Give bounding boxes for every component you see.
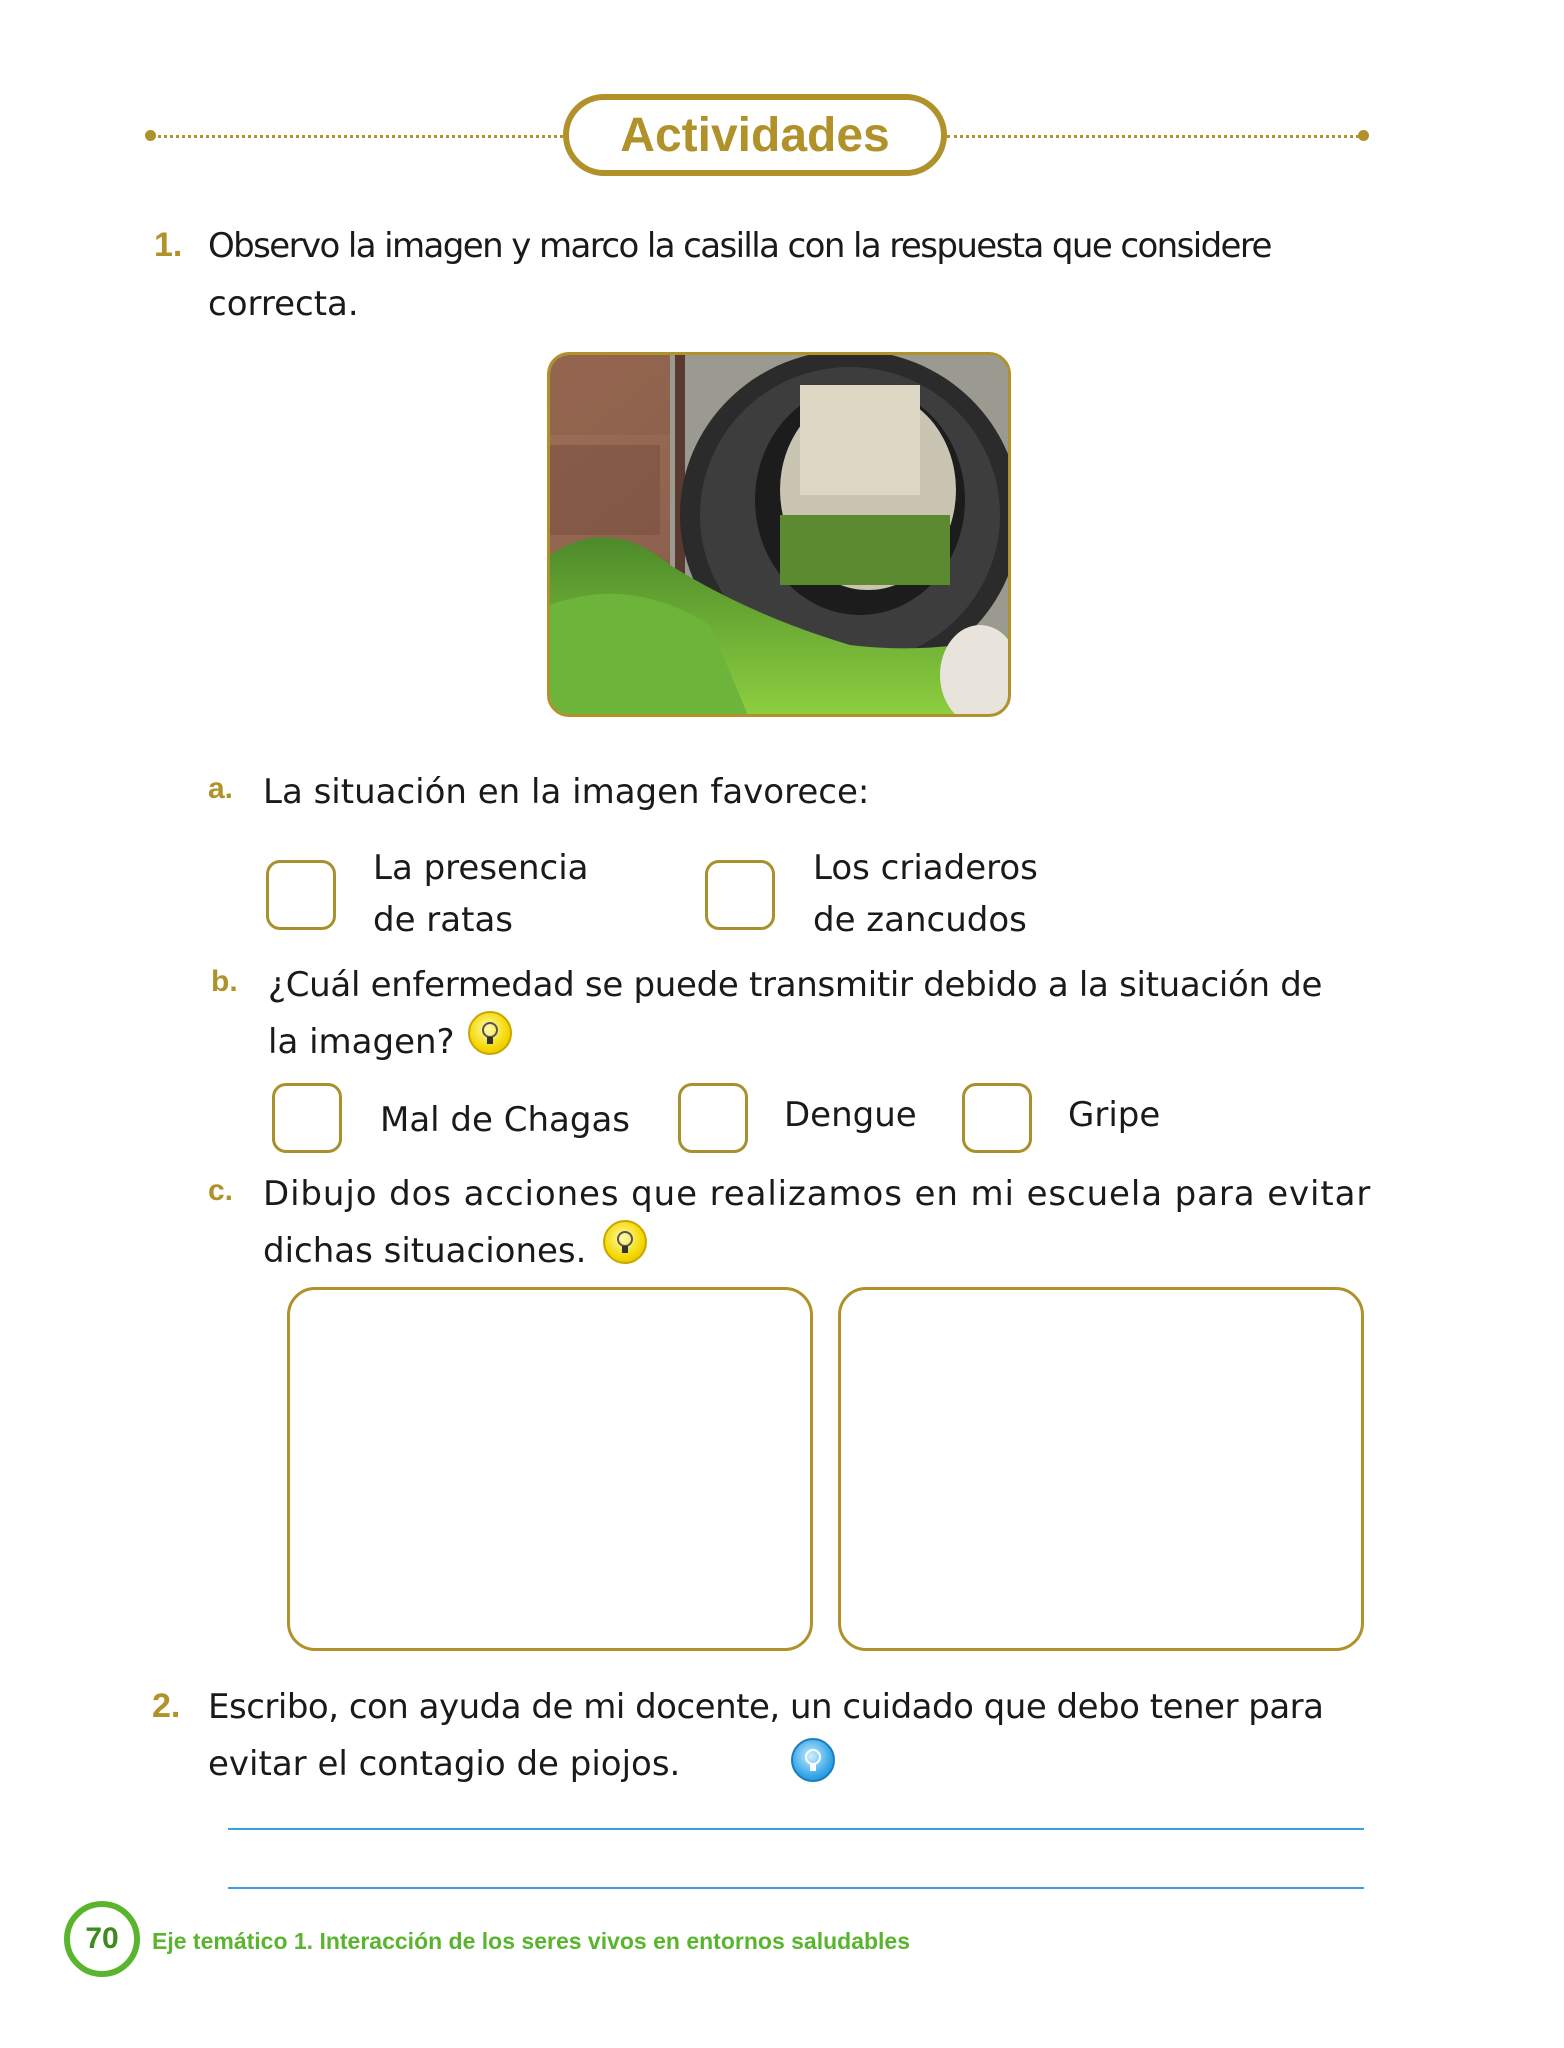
option-dengue: Dengue (784, 1095, 917, 1135)
footer-theme-text: Eje temático 1. Interacción de los seres vivos en entornos saludables (152, 1928, 911, 1954)
item-c-letter: c. (208, 1174, 234, 1207)
section-title: Actividades (620, 108, 890, 162)
tire-in-grass-image (550, 355, 1011, 717)
question-2-number: 2. (152, 1687, 181, 1725)
option-rats-line2: de ratas (373, 900, 514, 940)
option-flu: Gripe (1068, 1095, 1161, 1135)
item-b-line2: la imagen? (268, 1022, 455, 1062)
checkbox-chagas[interactable] (272, 1083, 342, 1153)
drawing-box-2[interactable] (838, 1287, 1364, 1651)
lightbulb-icon (603, 1220, 647, 1264)
item-a-text: La situación en la imagen favorece: (263, 772, 870, 812)
answer-line-1[interactable] (228, 1828, 1364, 1830)
question-1-text-line1: Observo la imagen y marco la casilla con la respuesta que considere (208, 226, 1271, 266)
header-divider-left (152, 135, 563, 138)
item-a-letter: a. (208, 772, 234, 805)
item-c-line1: Dibujo dos acciones que realizamos en mi escuela para evitar (263, 1174, 1372, 1214)
lightbulb-icon (791, 1738, 835, 1782)
checkbox-mosquito-breeding[interactable] (705, 860, 775, 930)
option-chagas: Mal de Chagas (380, 1100, 630, 1140)
page-number: 70 (85, 1922, 119, 1955)
checkbox-rats[interactable] (266, 860, 336, 930)
section-title-badge (563, 94, 947, 176)
lightbulb-icon (468, 1011, 512, 1055)
answer-line-2[interactable] (228, 1887, 1364, 1889)
item-c-line2: dichas situaciones. (263, 1231, 587, 1271)
question-2-line1: Escribo, con ayuda de mi docente, un cuidado que debo tener para (208, 1687, 1324, 1727)
drawing-box-1[interactable] (287, 1287, 813, 1651)
question-1-text-line2: correcta. (208, 284, 359, 324)
checkbox-dengue[interactable] (678, 1083, 748, 1153)
header-dot-right (1358, 130, 1369, 141)
option-mosquito-line1: Los criaderos (813, 848, 1038, 888)
option-mosquito-line2: de zancudos (813, 900, 1027, 940)
tire-photo (547, 352, 1011, 717)
header-divider-right (947, 135, 1359, 138)
page-number-badge (64, 1901, 140, 1977)
question-1-number: 1. (154, 226, 183, 264)
item-b-letter: b. (211, 965, 238, 998)
item-b-line1: ¿Cuál enfermedad se puede transmitir debido a la situación de (268, 965, 1323, 1005)
option-rats-line1: La presencia (373, 848, 589, 888)
question-2-line2: evitar el contagio de piojos. (208, 1744, 681, 1784)
checkbox-flu[interactable] (962, 1083, 1032, 1153)
